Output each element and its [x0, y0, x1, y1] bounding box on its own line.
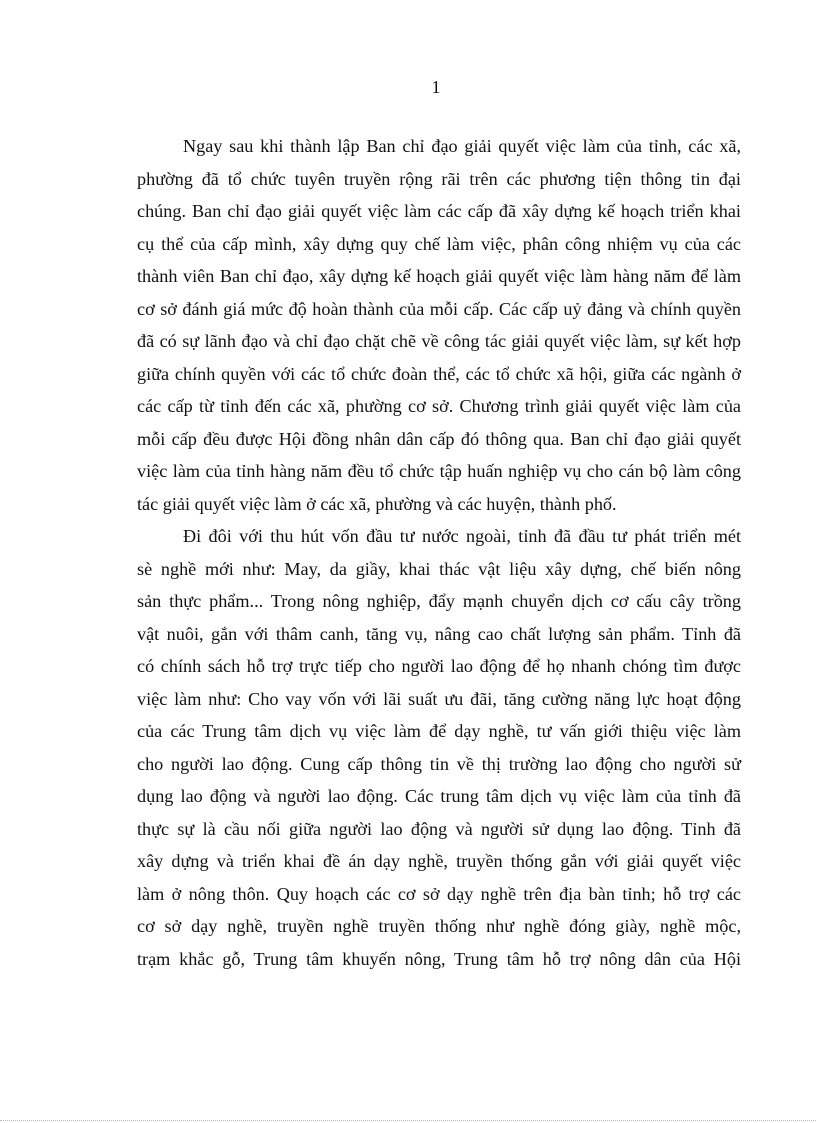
text-line: Ngay sau khi thành lập Ban chỉ đạo giải quyết việc làm của tỉnh, các xã, — [183, 136, 741, 156]
text-line: việc làm của tỉnh hàng năm đều tổ chức tập huấn nghiệp vụ cho cán bộ làm công — [137, 461, 741, 481]
text-line: trạm khắc gỗ, Trung tâm khuyến nông, Trung tâm hỗ trợ nông dân của Hội — [137, 948, 741, 969]
text-line: có chính sách hỗ trợ trực tiếp cho người lao động để họ nhanh chóng tìm được — [137, 656, 741, 676]
text-line: các cấp từ tỉnh đến các xã, phường cơ sở. Chương trình giải quyết việc làm của — [137, 396, 741, 416]
text-line: tác giải quyết việc làm ở các xã, phường và các huyện, thành phố. — [137, 493, 617, 514]
text-line: thành viên Ban chỉ đạo, xây dựng kế hoạch giải quyết việc làm hàng năm để làm — [137, 266, 741, 286]
text-line: xây dựng và triển khai đề án dạy nghề, truyền thống gắn với giải quyết việc — [137, 851, 741, 871]
text-line: Đi đôi với thu hút vốn đầu tư nước ngoài, tỉnh đã đầu tư phát triển mét — [183, 526, 741, 546]
paragraph — [137, 130, 741, 520]
text-line: cơ sở đánh giá mức độ hoàn thành của mỗi cấp. Các cấp uỷ đảng và chính quyền — [137, 298, 741, 319]
paragraph — [137, 520, 741, 975]
text-line: dụng lao động và người lao động. Các trung tâm dịch vụ việc làm của tỉnh đã — [137, 786, 741, 806]
text-line: cho người lao động. Cung cấp thông tin về thị trường lao động cho người sử — [137, 753, 741, 774]
page-number: 1 — [431, 77, 441, 97]
text-line: cụ thể của cấp mình, xây dựng quy chế làm việc, phân công nhiệm vụ của các — [137, 233, 741, 254]
text-line: phường đã tổ chức tuyên truyền rộng rãi trên các phương tiện thông tin đại — [137, 168, 741, 189]
document-body — [137, 130, 741, 975]
text-line: cơ sở dạy nghề, truyền nghề truyền thống như nghề đóng giày, nghề mộc, — [137, 916, 741, 936]
text-line: sè nghề mới như: May, da giầy, khai thác vật liệu xây dựng, chế biến nông — [137, 558, 741, 579]
page-bottom-divider — [0, 1120, 816, 1121]
text-line: sản thực phẩm... Trong nông nghiệp, đẩy mạnh chuyển dịch cơ cấu cây trồng — [137, 591, 741, 611]
text-line: thực sự là cầu nối giữa người lao động và người sử dụng lao động. Tỉnh đã — [137, 818, 741, 839]
text-line: đã có sự lãnh đạo và chỉ đạo chặt chẽ về công tác giải quyết việc làm, sự kết hợp — [137, 331, 741, 351]
text-line: mỗi cấp đều được Hội đồng nhân dân cấp đó thông qua. Ban chỉ đạo giải quyết — [137, 428, 741, 449]
text-line: vật nuôi, gắn với thâm canh, tăng vụ, nâng cao chất lượng sản phẩm. Tỉnh đã — [137, 623, 741, 644]
text-line: chúng. Ban chỉ đạo giải quyết việc làm các cấp đã xây dựng kế hoạch triển khai — [137, 201, 741, 221]
text-line: của các Trung tâm dịch vụ việc làm để dạy nghề, tư vấn giới thiệu việc làm — [137, 721, 741, 741]
text-line: giữa chính quyền với các tổ chức đoàn thể, các tổ chức xã hội, giữa các ngành ở — [137, 363, 741, 384]
text-line: làm ở nông thôn. Quy hoạch các cơ sở dạy nghề trên địa bàn tỉnh; hỗ trợ các — [137, 883, 741, 904]
text-line: việc làm như: Cho vay vốn với lãi suất ưu đãi, tăng cường năng lực hoạt động — [137, 688, 741, 709]
